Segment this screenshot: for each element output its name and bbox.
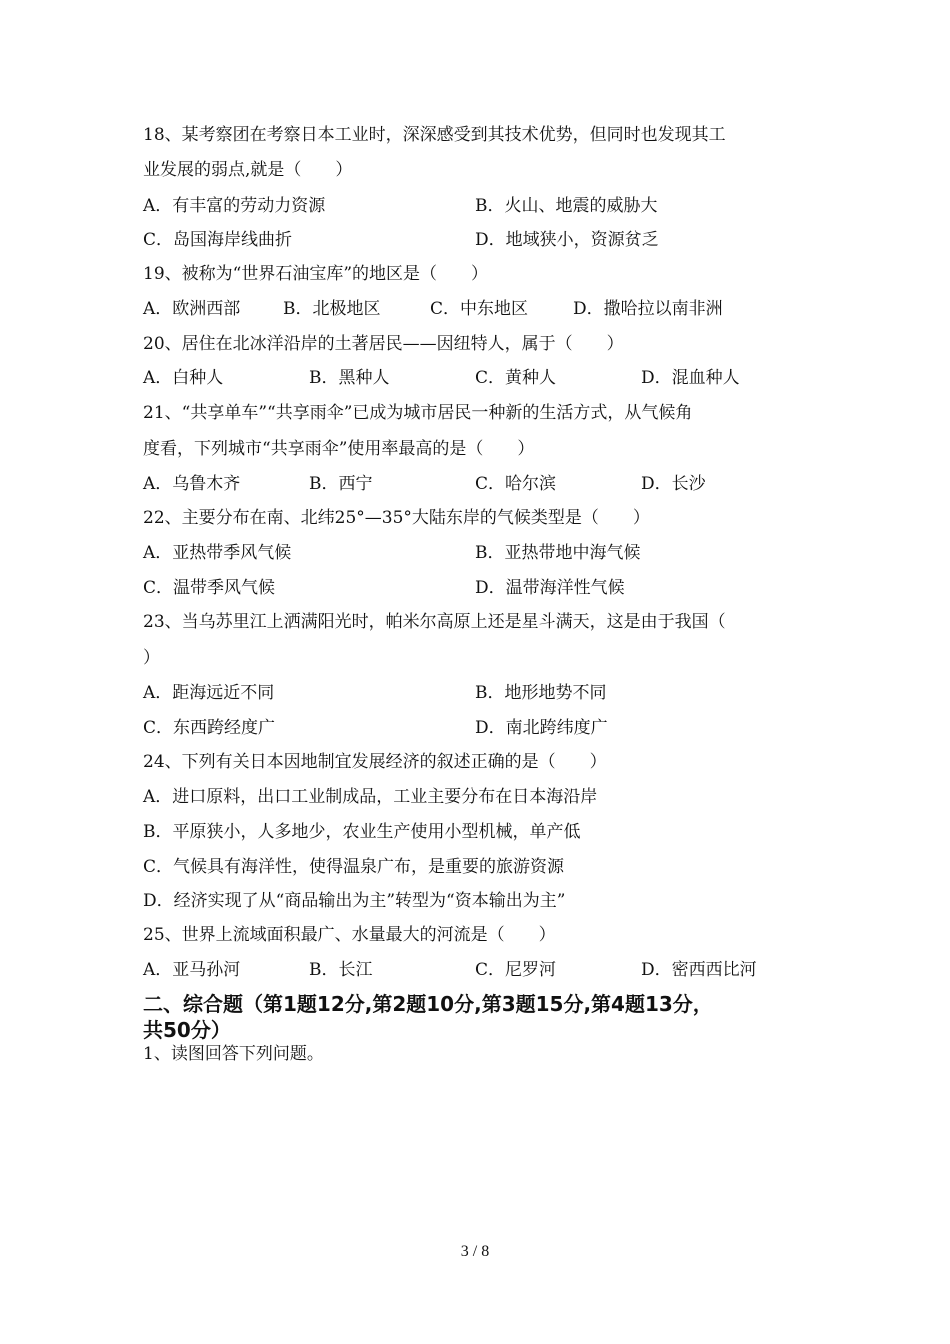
q18-stem-line1: 18、某考察团在考察日本工业时，深深感受到其技术优势，但同时也发现其工 bbox=[143, 125, 726, 145]
q21-stem-line1: 21、“共享单车”“共享雨伞”已成为城市居民一种新的生活方式，从气候角 bbox=[143, 403, 693, 423]
q20-option-a: A．白种人 bbox=[143, 368, 224, 388]
q22-option-a: A．亚热带季风气候 bbox=[143, 543, 292, 563]
q25-option-a: A．亚马孙河 bbox=[143, 960, 241, 980]
q20-option-d: D．混血种人 bbox=[641, 368, 740, 388]
q23-option-d: D．南北跨纬度广 bbox=[475, 718, 608, 738]
q21-option-d: D．长沙 bbox=[641, 474, 706, 494]
q18-option-a: A．有丰富的劳动力资源 bbox=[143, 196, 326, 216]
q24-option-c: C．气候具有海洋性，使得温泉广布，是重要的旅游资源 bbox=[143, 857, 565, 877]
q20-stem: 20、居住在北冰洋沿岸的土著居民——因纽特人，属于（ ） bbox=[143, 334, 624, 354]
q25-option-d: D．密西西比河 bbox=[641, 960, 757, 980]
section-title-line2: 共50分） bbox=[143, 1018, 231, 1042]
q19-stem: 19、被称为“世界石油宝库”的地区是（ ） bbox=[143, 264, 489, 284]
section-title-line1: 二、综合题（第1题12分,第2题10分,第3题15分,第4题13分， bbox=[143, 992, 713, 1016]
q22-option-d: D．温带海洋性气候 bbox=[475, 578, 625, 598]
q23-option-b: B．地形地势不同 bbox=[475, 683, 607, 703]
q19-option-c: C．中东地区 bbox=[430, 299, 529, 319]
q24-stem: 24、下列有关日本因地制宜发展经济的叙述正确的是（ ） bbox=[143, 752, 607, 772]
q23-stem-line1: 23、当乌苏里江上洒满阳光时，帕米尔高原上还是星斗满天，这是由于我国（ bbox=[143, 612, 726, 632]
q19-option-d: D．撒哈拉以南非洲 bbox=[573, 299, 723, 319]
page-number: 3 / 8 bbox=[460, 1243, 490, 1260]
q18-option-b: B．火山、地震的威胁大 bbox=[475, 196, 658, 216]
q25-option-b: B．长江 bbox=[309, 960, 373, 980]
q25-option-c: C．尼罗河 bbox=[475, 960, 557, 980]
q22-option-c: C．温带季风气候 bbox=[143, 578, 276, 598]
q21-stem-line2: 度看，下列城市“共享雨伞”使用率最高的是（ ） bbox=[143, 439, 535, 459]
q24-option-b: B．平原狭小，人多地少，农业生产使用小型机械，单产低 bbox=[143, 822, 581, 842]
q24-option-d: D．经济实现了从“商品输出为主”转型为“资本输出为主” bbox=[143, 891, 566, 911]
q24-option-a: A．进口原料，出口工业制成品，工业主要分布在日本海沿岸 bbox=[143, 787, 598, 807]
q18-option-c: C．岛国海岸线曲折 bbox=[143, 230, 293, 250]
q18-option-d: D．地域狭小，资源贫乏 bbox=[475, 230, 659, 250]
q23-option-a: A．距海远近不同 bbox=[143, 683, 275, 703]
q22-stem: 22、主要分布在南、北纬25°—35°大陆东岸的气候类型是（ ） bbox=[143, 508, 650, 528]
q19-option-a: A．欧洲西部 bbox=[143, 299, 241, 319]
q21-option-b: B．西宁 bbox=[309, 474, 373, 494]
q21-option-a: A．乌鲁木齐 bbox=[143, 474, 241, 494]
q20-option-c: C．黄种人 bbox=[475, 368, 557, 388]
q22-option-b: B．亚热带地中海气候 bbox=[475, 543, 641, 563]
q25-stem: 25、世界上流域面积最广、水量最大的河流是（ ） bbox=[143, 925, 556, 945]
q21-option-c: C．哈尔滨 bbox=[475, 474, 557, 494]
sub-question-1: 1、读图回答下列问题。 bbox=[143, 1044, 324, 1064]
q20-option-b: B．黑种人 bbox=[309, 368, 390, 388]
q18-stem-line2: 业发展的弱点,就是（ ） bbox=[143, 160, 353, 180]
q23-option-c: C．东西跨经度广 bbox=[143, 718, 276, 738]
q23-stem-line2: ） bbox=[143, 648, 160, 668]
q19-option-b: B．北极地区 bbox=[283, 299, 381, 319]
